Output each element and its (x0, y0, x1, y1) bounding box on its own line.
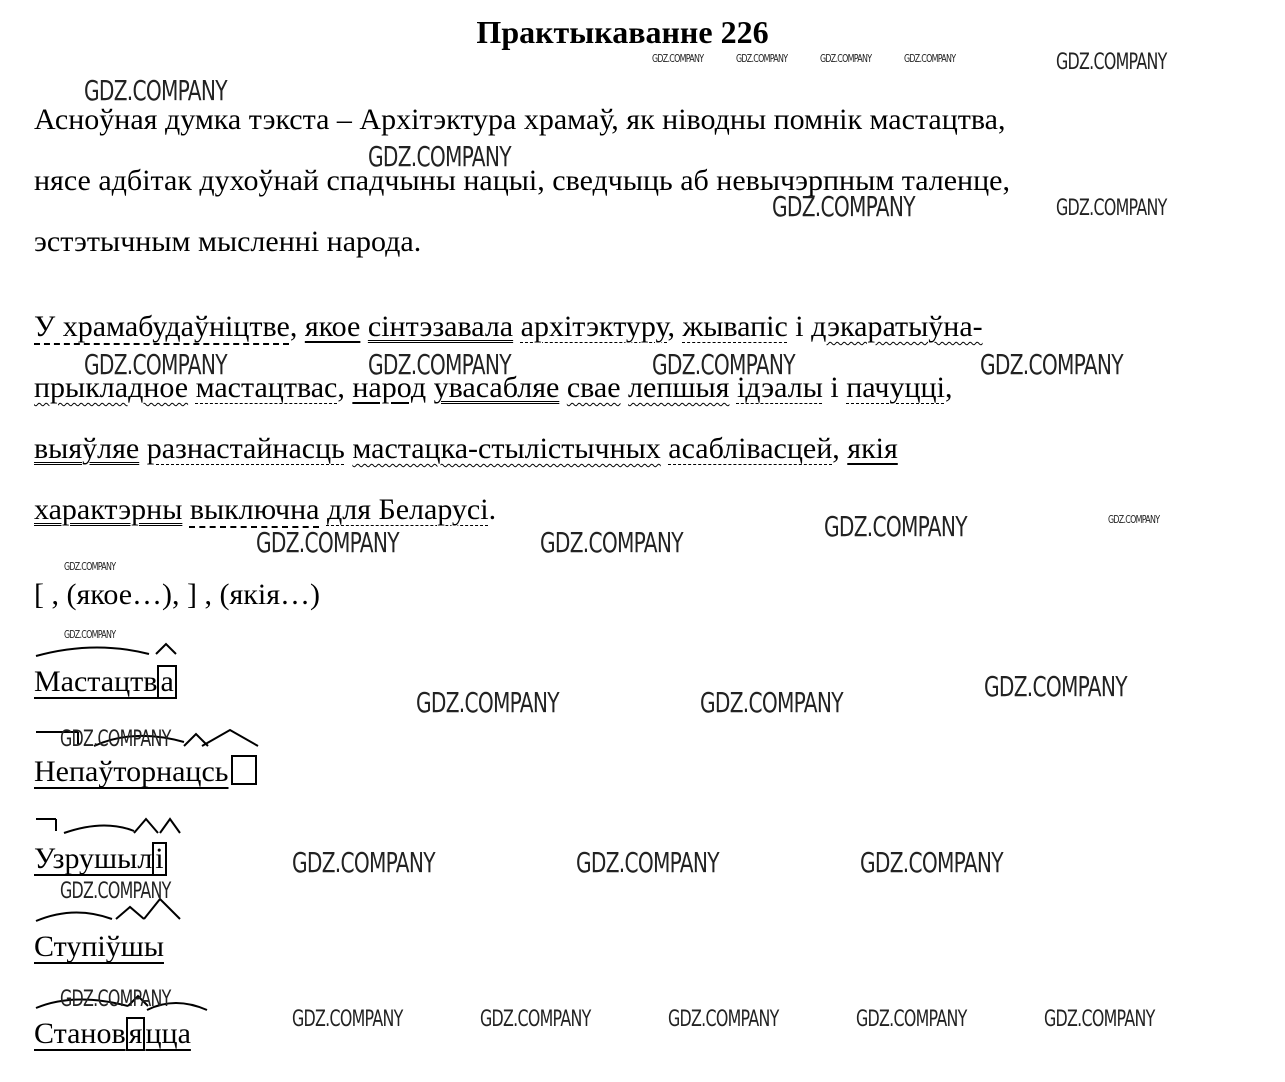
watermark: GDZ.COMPANY (64, 560, 116, 573)
watermark: GDZ.COMPANY (292, 1007, 403, 1032)
morpheme-word-2 (34, 754, 257, 790)
main-idea-paragraph (34, 89, 1010, 272)
watermark: GDZ.COMPANY (64, 628, 116, 641)
watermark: GDZ.COMPANY (860, 846, 1003, 879)
morpheme-stem (34, 754, 229, 790)
morpheme-word-3 (34, 841, 167, 877)
watermark: GDZ.COMPANY (84, 348, 227, 381)
stem-text: Ступіўшы (34, 930, 164, 963)
attribute-word: мастацка-стылістычных (352, 432, 661, 465)
stem-text: Узрушыл (34, 842, 153, 875)
punct: , (667, 310, 683, 343)
watermark: GDZ.COMPANY (652, 348, 795, 381)
space (360, 310, 368, 343)
paragraph-line: эстэтычным мысленні народа. (34, 225, 422, 258)
watermark: GDZ.COMPANY (668, 1007, 779, 1032)
zero-ending-box (231, 755, 257, 785)
predicate-word: увасабляе (433, 371, 560, 404)
object-word: разнастайнасць (146, 432, 345, 465)
punct: , (337, 371, 353, 404)
object-word: пачуцці (846, 371, 945, 404)
watermark: GDZ.COMPANY (84, 74, 227, 107)
morpheme-stem (34, 929, 164, 965)
paragraph-line: Асноўная думка тэкста – Архітэктура храмаў, як ніводны помнік мастацтва, (34, 103, 1006, 136)
attribute-word: прыкладное (34, 371, 189, 404)
watermark: GDZ.COMPANY (576, 846, 719, 879)
punct: , (832, 432, 848, 465)
predicate-word: сінтэзавала (367, 310, 514, 343)
punct: . (488, 493, 497, 526)
ending-box: і (152, 842, 166, 876)
watermark: GDZ.COMPANY (736, 52, 788, 65)
space (513, 310, 521, 343)
watermark: GDZ.COMPANY (292, 846, 435, 879)
morpheme-stem (34, 1016, 126, 1052)
sentence-line (34, 418, 983, 479)
object-word: архітэктуру (520, 310, 668, 343)
watermark: GDZ.COMPANY (480, 1007, 591, 1032)
watermark: GDZ.COMPANY (368, 140, 511, 173)
object-word: для Беларусі (326, 493, 489, 526)
watermark: GDZ.COMPANY (1108, 513, 1160, 526)
morpheme-arcs-icon (34, 642, 204, 666)
subject-word: якія (847, 432, 898, 465)
watermark: GDZ.COMPANY (772, 190, 915, 223)
object-word: ідэалы (736, 371, 823, 404)
subject-word: народ (352, 371, 427, 404)
adverbial-word: выключна (189, 493, 320, 526)
space (139, 432, 147, 465)
sentence-scheme: [ , (якое…), ] , (якія…) (34, 578, 320, 611)
conjunction: і (822, 371, 847, 404)
watermark: GDZ.COMPANY (824, 510, 967, 543)
page-title: Практыкаванне 226 (476, 14, 769, 50)
watermark: GDZ.COMPANY (60, 879, 171, 904)
adverbial-word: У храмабудаўніцтве (34, 310, 290, 343)
watermark: GDZ.COMPANY (1056, 196, 1167, 221)
watermark: GDZ.COMPANY (1056, 50, 1167, 75)
predicate-word: выяўляе (34, 432, 140, 465)
object-word: асаблівасцей (668, 432, 833, 465)
predicate-word: характэрны (34, 493, 183, 526)
watermark: GDZ.COMPANY (652, 52, 704, 65)
watermark: GDZ.COMPANY (60, 987, 171, 1012)
watermark: GDZ.COMPANY (820, 52, 872, 65)
watermark: GDZ.COMPANY (416, 686, 559, 719)
watermark: GDZ.COMPANY (368, 348, 511, 381)
stem-text: Мастацтв (34, 665, 158, 698)
subject-word: якое (304, 310, 361, 343)
morpheme-word-5 (34, 1016, 191, 1052)
stem-text: Станов (34, 1017, 126, 1050)
ending-box: я (126, 1017, 146, 1051)
space (319, 493, 327, 526)
space (559, 371, 567, 404)
attribute-word: свае (566, 371, 621, 404)
paragraph-line: нясе адбітак духоўнай спадчыны нацыі, сведчыць аб невычэрпным таленце, (34, 164, 1010, 197)
stem-text: Непаўторнацсь (34, 755, 229, 788)
space (621, 371, 629, 404)
space (182, 493, 190, 526)
ending-box: а (157, 665, 176, 699)
morpheme-word-1 (34, 664, 177, 700)
watermark: GDZ.COMPANY (856, 1007, 967, 1032)
punct: , (289, 310, 305, 343)
postfix-text (145, 1016, 190, 1052)
watermark: GDZ.COMPANY (256, 526, 399, 559)
morpheme-stem (34, 664, 157, 700)
morpheme-arcs-icon (34, 819, 204, 843)
morpheme-word-4 (34, 929, 164, 965)
conjunction: і (787, 310, 812, 343)
watermark: GDZ.COMPANY (984, 670, 1127, 703)
object-word: жывапіс (682, 310, 788, 343)
attribute-word: дэкаратыўна- (811, 310, 983, 343)
watermark: GDZ.COMPANY (60, 727, 171, 752)
punct: , (944, 371, 953, 404)
object-word: мастацтвас (195, 371, 338, 404)
morpheme-stem (34, 841, 152, 877)
watermark: GDZ.COMPANY (540, 526, 683, 559)
analyzed-sentence (34, 296, 983, 540)
attribute-word: лепшыя (628, 371, 730, 404)
watermark: GDZ.COMPANY (980, 348, 1123, 381)
watermark: GDZ.COMPANY (700, 686, 843, 719)
watermark: GDZ.COMPANY (904, 52, 956, 65)
watermark: GDZ.COMPANY (1044, 1007, 1155, 1032)
postfix-letters: цца (145, 1017, 191, 1050)
